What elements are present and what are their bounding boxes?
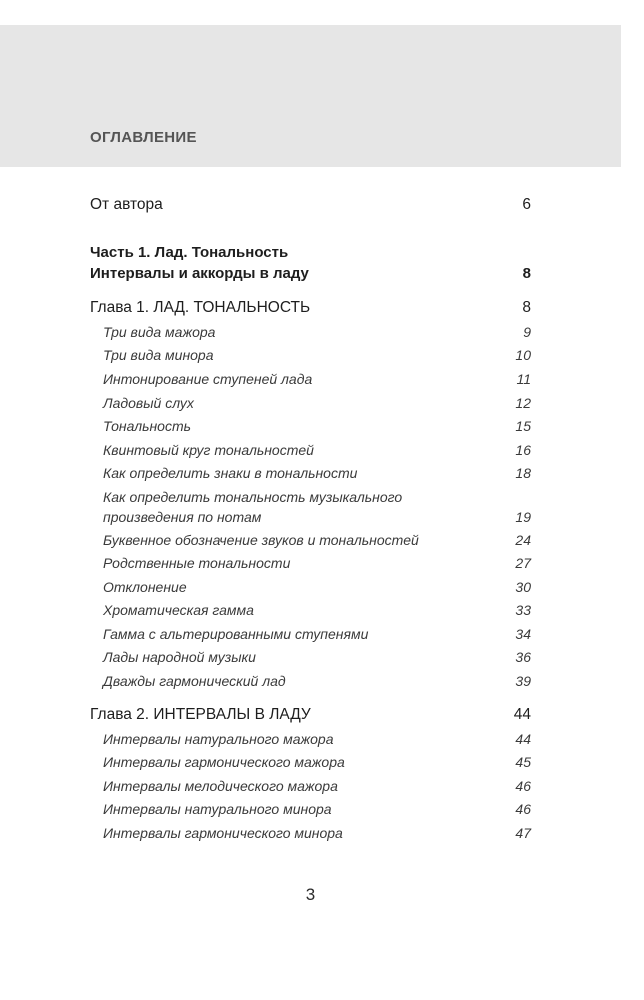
toc-subentry[interactable]	[90, 673, 531, 689]
toc-subentry[interactable]	[90, 418, 531, 434]
toc-entry-page: 39	[515, 673, 531, 689]
toc-entry-label: Интервалы мелодического мажора	[103, 778, 338, 794]
toc-entry-page: 19	[515, 509, 531, 525]
toc-entry-page: 46	[515, 801, 531, 817]
toc-entry-page: 15	[515, 418, 531, 434]
toc-entry-page: 34	[515, 626, 531, 642]
toc-entry-page: 30	[515, 579, 531, 595]
toc-entry-label: Интервалы гармонического мажора	[103, 754, 345, 770]
toc-subentry[interactable]	[90, 754, 531, 770]
toc-subentry[interactable]	[90, 371, 531, 387]
toc-entry-page: 45	[515, 754, 531, 770]
toc-subentry[interactable]	[90, 347, 531, 363]
toc-entry-page: 27	[515, 555, 531, 571]
toc-subentry[interactable]	[90, 465, 531, 481]
toc-entry-label: Отклонение	[103, 579, 187, 595]
toc-subentry[interactable]	[90, 801, 531, 817]
toc-entry-label: Родственные тональности	[103, 555, 291, 571]
toc-subentry[interactable]	[90, 626, 531, 642]
toc-subentry[interactable]	[90, 489, 531, 529]
toc-entry-label: Как определить знаки в тональности	[103, 465, 358, 481]
toc-entry-label: Буквенное обозначение звуков и тональностей	[103, 532, 419, 548]
toc-entry-label: Интервалы натурального мажора	[103, 731, 334, 747]
toc-entry-page: 16	[515, 442, 531, 458]
toc-entry-label: Тональность	[103, 418, 191, 434]
toc-entry-page: 8	[522, 265, 531, 282]
toc-entry-page: 10	[515, 347, 531, 363]
toc-entry-page: 8	[522, 299, 531, 316]
toc-entry-label-line1: Как определить тональность музыкального	[103, 489, 403, 505]
toc-entry-label: Дважды гармонический лад	[103, 673, 286, 689]
toc-subentry[interactable]	[90, 395, 531, 411]
toc-subentry[interactable]	[90, 731, 531, 747]
toc-entry-page: 11	[516, 371, 531, 387]
toc-entry-page: 36	[515, 649, 531, 665]
toc-subentry[interactable]	[90, 579, 531, 595]
toc-entry-page: 18	[515, 465, 531, 481]
part-title-line1: Часть 1. Лад. Тональность	[90, 244, 289, 261]
toc-entry-author[interactable]	[90, 196, 531, 214]
toc-entry-page: 9	[523, 324, 531, 340]
toc-entry-chapter-1[interactable]	[90, 299, 531, 317]
toc-entry-label: Глава 2. ИНТЕРВАЛЫ В ЛАДУ	[90, 706, 311, 723]
toc-entry-page: 44	[513, 706, 531, 723]
toc-subentry[interactable]	[90, 778, 531, 794]
toc-entry-page: 44	[515, 731, 531, 747]
part-title-line2: Интервалы и аккорды в ладу	[90, 265, 309, 282]
toc-subentry[interactable]	[90, 324, 531, 340]
toc-heading: ОГЛАВЛЕНИЕ	[90, 129, 197, 146]
toc-entry-page: 47	[515, 825, 531, 841]
toc-entry-label: Интонирование ступеней лада	[103, 371, 313, 387]
toc-entry-page: 12	[515, 395, 531, 411]
toc-entry-page: 24	[515, 532, 531, 548]
toc-entry-label: От автора	[90, 196, 163, 213]
toc-entry-page: 46	[515, 778, 531, 794]
toc-entry-label: Интервалы натурального минора	[103, 801, 332, 817]
toc-entry-label: Квинтовый круг тональностей	[103, 442, 314, 458]
toc-entry-label: Лады народной музыки	[103, 649, 256, 665]
toc-entry-label: Ладовый слух	[103, 395, 194, 411]
toc-entry-label: Хроматическая гамма	[103, 602, 254, 618]
toc-entry-label-line2: произведения по нотам	[103, 509, 262, 525]
toc-subentry[interactable]	[90, 555, 531, 571]
toc-entry-page: 33	[515, 602, 531, 618]
toc-entry-label: Глава 1. ЛАД. ТОНАЛЬНОСТЬ	[90, 299, 311, 316]
toc-subentry[interactable]	[90, 532, 531, 548]
toc-entry-label: Интервалы гармонического минора	[103, 825, 343, 841]
page-number: 3	[305, 885, 316, 904]
toc-entry-page: 6	[522, 196, 531, 213]
toc-subentry[interactable]	[90, 825, 531, 841]
toc-entry-label: Три вида минора	[103, 347, 214, 363]
toc-entry-chapter-2[interactable]	[90, 706, 531, 724]
toc-entry-label: Три вида мажора	[103, 324, 216, 340]
toc-subentry[interactable]	[90, 442, 531, 458]
toc-entry-label: Гамма с альтерированными ступенями	[103, 626, 369, 642]
toc-subentry[interactable]	[90, 602, 531, 618]
toc-subentry[interactable]	[90, 649, 531, 665]
toc-entry-part-1[interactable]	[90, 244, 531, 286]
